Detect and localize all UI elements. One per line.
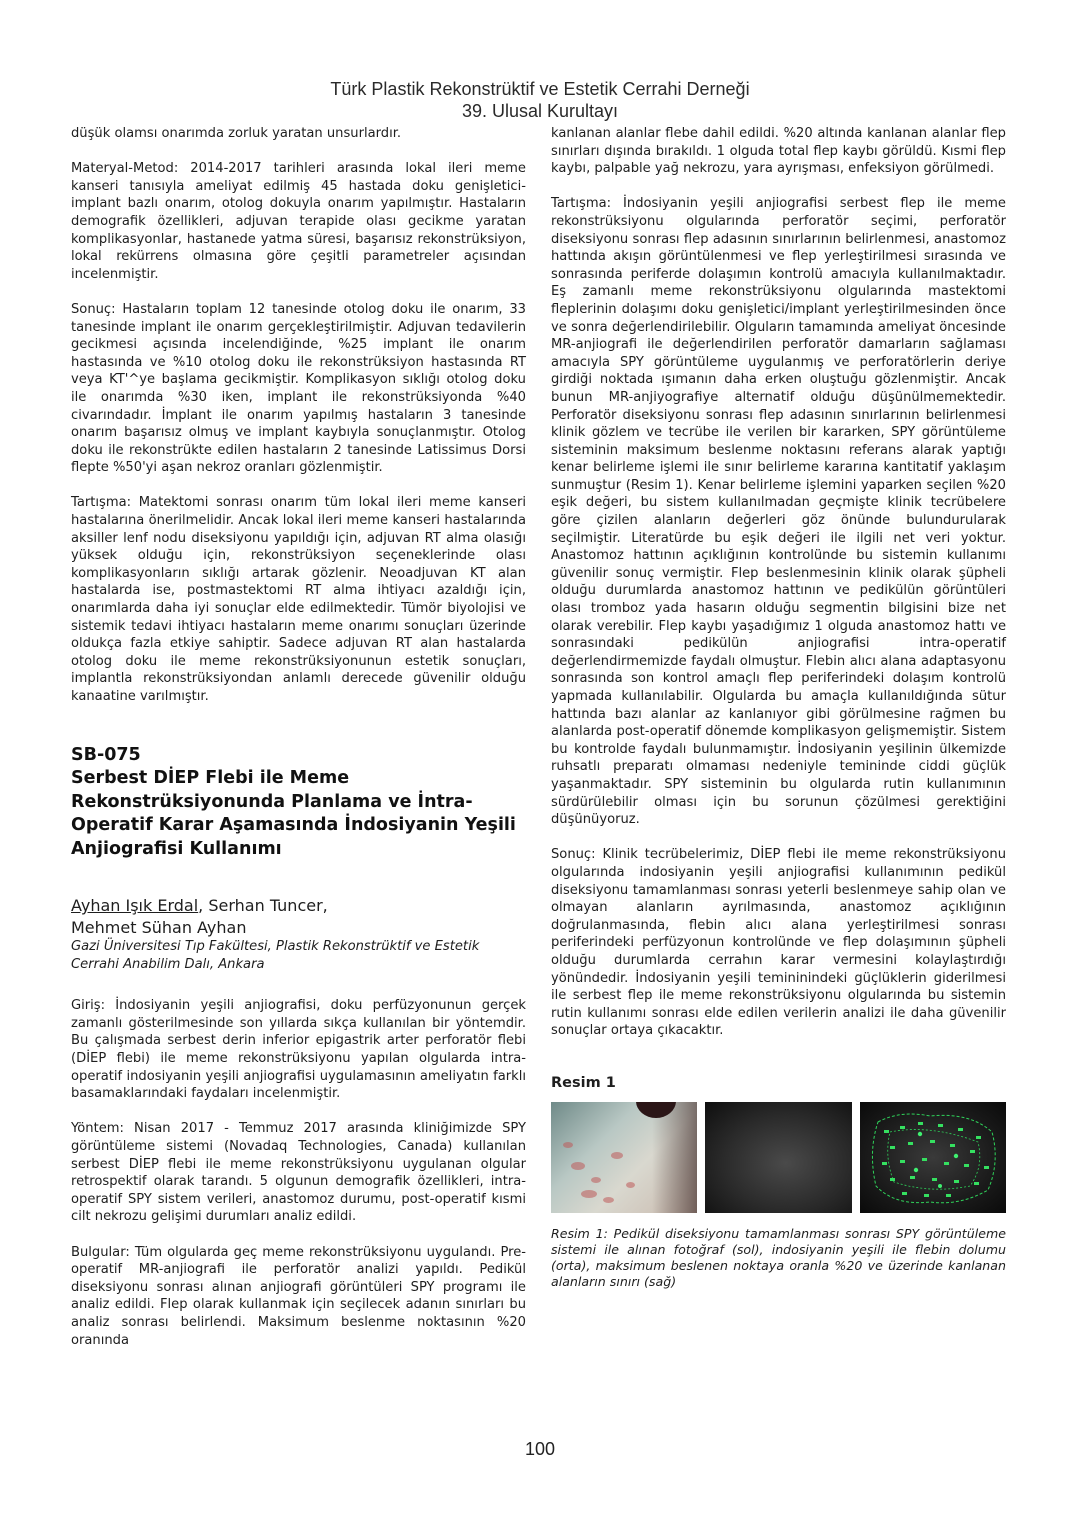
figure-caption: Resim 1: Pedikül diseksiyonu tamamlanması sonrası SPY görüntüleme sistemi ile alınan fotoğraf (sol), indosiyanin yeşili ile flebin dolumu (orta), maksimum beslenen noktaya oranla %20 ve üzerinde kanlanan alanların sınırı (sağ) [551, 1226, 1006, 1290]
page-header [0, 78, 1080, 122]
affiliation: Gazi Üniversitesi Tıp Fakültesi, Plastik Rekonstrüktif ve Estetik Cerrahi Anabilim Dalı, Ankara [71, 939, 480, 972]
figure-images [551, 1102, 1006, 1213]
abstract-code: SB-075 [71, 744, 141, 765]
figure-photo-left [551, 1102, 697, 1213]
paragraph-giris: Giriş: İndosiyanin yeşili anjiografisi, doku perfüzyonunun gerçek zamanlı gösterilmesinde son yıllarda sıkça kullanılan bir yöntemdir. Bu çalışmada serbest derin inferior epigastrik arter perforatör flebi (DİEP flebi) ile meme rekonstrüksiyonu yapılan olgularda intra-operatif indosiyanin yeşili anjiografisi uygulamasının ameliyatın farklı basamaklarındaki faydaları incelenmiştir. [71, 998, 526, 1102]
paragraph: Tartışma: İndosiyanin yeşili anjiografisi serbest flep ile meme rekonstrüksiyonu olgularında perforatör seçimi, perforatör diseksiyonu sonrası flep adasının sınırlarının belirlenmesi, anastomoz hattında akışın görüntülenmesi ve flep yerleştirilmesi sırasında ve sonrasında periferde dolaşımın kontrolü amacıyla kullanılmaktadır. Eş zamanlı meme rekonstrüksiyonu olgularında mastektomi fleplerinin dolaşımı doku genişletici/implant yerleştirilmesinden önce ve sonra değerlendirilebilir. Olguların tamamında ameliyat öncesinde MR-anjiografi ile değerlendirilen perforatör damarların sağlaması amacıyla SPY görüntüleme uygulanmış ve perforatörlerin deriye girdiği noktada ışımanın daha erken oluştuğu gözlenmiştir. Ancak bunun MR-anjiyografiye alternatif olduğu düşünülmemektedir. Perforatör diseksiyonu sonrası flep adasının sınırlarının belirlenmesi klinik gözlem ve tecrübe ile verilen bir kararken, SPY görüntüleme sisteminin maksimum beslenme noktasını referans alarak yaptığı kenar belirleme işlemi ile sınır belirleme kararına kantitatif yaklaşım sunmuştur (Resim 1). Kenar belirleme işlemini yaparken seçilen %20 eşik değeri, bu sistem kullanılmadan geçmişte klinik tecrübelere göre çizilen alanların değerleri göz önünde bulundurularak seçilmiştir. Literatürde bu eşik değeri ile ilgili net veri yoktur. Anastomoz hattının açıklığının kontrolünde bu sistemin kullanımı güvenilir sonuç vermiştir. Flep beslenmesinin klinik olarak şüpheli olduğu durumlarda anastomoz hattının ve pedikülün görüntüleri olası tromboz yada hasarın olduğu segmentin bilgisini bize net olarak verebilir. Flep kaybı yaşadığımız 1 olguda anastomoz hattı ve sonrasındaki pedikülün anjiografisi intra-operatif değerlendirmemizde faydalı olmuştur. Flebin alıcı alana adaptasyonu sonrasında son kontrol amaçlı flep periferindeki dolaşım kontrolü yapmada kullanılabilir. Olgularda bu amaçla kullanıldığında sütur hattında bazı alanlar az kanlanıyor gibi görülmesine rağmen bu alanlarda post-operatif dönemde komplikasyon gelişmemiştir. Sistem bu kontrolde faydalı bulunmamıştır. İndosiyanin yeşilinin ülkemizde ruhsatlı preparatı olmaması nedeniyle temininde ciddi güçlük yaşanmaktadır. SPY sisteminin bu olgularda rutin kullanımının sürdürülebilir olması için bu sorunun çözülmesi gerektiğini düşünüyoruz. [551, 196, 1006, 828]
paragraph: düşük olamsı onarımda zorluk yaratan unsurlardır. [71, 126, 402, 141]
paragraph: Sonuç: Hastaların toplam 12 tanesinde otolog doku ile onarım, 33 tanesinde implant ile onarım gerçekleştirilmiştir. Adjuvan tedavilerin gecikmesi açısında incelendiğinde, %25 implant ile onarım hastasında ve %10 otolog doku ile rekonstrüksiyon hastasında RT veya KT'^ye başlama gecikmiştir. Komplikasyon sıklığı otolog doku ile onarımda %30 iken, implant ile rekonstrüksiyonda %40 civarındadır. İmplant ile onarım yapılmış hastaların 3 tanesinde onarım başarısız olmuş ve implant kaybıyla sonuçlanmıştır. Otolog doku ile rekonstrükte edilen hastaların 2 tanesinde Latissimus Dorsi flepte %50'yi aşan nekroz oranları gözlenmiştir. [71, 301, 526, 476]
abstract-title: Serbest DİEP Flebi ile Meme Rekonstrüksiyonunda Planlama ve İntra-Operatif Karar Aşamasında İndosiyanin Yeşili Anjiografisi Kullanımı [71, 768, 516, 859]
paragraph-yontem: Yöntem: Nisan 2017 - Temmuz 2017 arasında kliniğimizde SPY görüntüleme sistemi (Novadaq Technologies, Canada) kullanılan serbest DİEP flebi ile meme rekonstrüksiyonu uygulanan olgular retrospektif olarak tarandı. 5 olgunun demografik özellikleri, intra-operatif SPY sistem verileri, anastomoz durumu, post-operatif kısmi cilt nekrozu gelişimi durumları analiz edildi. [71, 1121, 526, 1225]
paragraph: Tartışma: Matektomi sonrası onarım tüm lokal ileri meme kanseri hastalarına önerilmelidir. Ancak lokal ileri meme kanseri hastalarında aksiller lenf nodu diseksiyonu yapıldığı için, adjuvan RT alma olasığı yüksek olduğu için, rekonstrüksiyon seçeneklerinde olası komplikasyonların sıklığı artarak gözlenir. Neoadjuvan KT alan hastalarda ise, postmastektomi RT alma ihtiyacı azaldığı için, onarımlarda daha iyi sonuçlar elde edilmektedir. Tümör biyolojisi ve sistemik tedavi ihtiyacı hastaların meme onarımı sonuçları üzerinde oldukça fazla etkiye sahiptir. Sadece adjuvan RT alan hastalarda otolog doku ile meme rekonstrüksiyonunun estetik sonuçları, implantla rekonstrüksiyondan anlamlı derecede güvenilir olduğu kanaatine varılmıştır. [71, 495, 526, 704]
paragraph: Materyal-Metod: 2014-2017 tarihleri arasında lokal ileri meme kanseri tanısıyla ameliyat edilmiş 45 hastada doku genişletici- implant bazlı onarım, otolog dokuyla onarım yapılmıştır. Hastaların demografik özellikleri, adjuvan terapide olası gecikme yaratan komplikasyonlar, hastanede yatma süresi, başarısız rekonstrüksiyon, lokal rekürrens olmasına göre çeşitli parametreler açısından incelenmiştir. [71, 161, 526, 282]
paragraph-bulgular: Bulgular: Tüm olgularda geç meme rekonstrüksiyonu uygulandı. Pre-operatif MR-anjiografi ile perforatör analizi yapıldı. Pedikül diseksiyonu sonrası alınan anjiografi görüntüleri SPY programı ile analiz edildi. Flep olarak kullanmak için seçilecek adanın sınırları bu analiz sonrası belirlendi. Maksimum beslenme noktasının %20 oranında [71, 1244, 526, 1348]
author-list [71, 895, 526, 938]
right-column [551, 125, 1006, 1290]
co-authors-line-2: Mehmet Sühan Ayhan [71, 917, 247, 937]
figure-title: Resim 1 [551, 1074, 616, 1091]
co-authors: , Serhan Tuncer, [198, 896, 328, 916]
paragraph: kanlanan alanlar flebe dahil edildi. %20 altında kanlanan alanlar flep sınırları dışında bırakıldı. 1 olguda total flep kaybı görüldü. Kısmi flep kaybı, palpable yağ nekrozu, yara ayrışması, enfeksiyon görülmedi. [551, 126, 1006, 177]
header-line-1: Türk Plastik Rekonstrüktif ve Estetik Cerrahi Derneği [330, 79, 750, 99]
figure-photo-right [860, 1102, 1006, 1213]
page-number: 100 [524, 1439, 556, 1459]
presenting-author: Ayhan Işık Erdal [71, 896, 199, 916]
header-line-2: 39. Ulusal Kurultayı [461, 101, 619, 121]
left-column [71, 125, 526, 1349]
figure-photo-middle [705, 1102, 851, 1213]
paragraph: Sonuç: Klinik tecrübelerimiz, DİEP flebi ile meme rekonstrüksiyonu olgularında indosiyanin yeşili anjiografisi kullanımının pedikül diseksiyonu tamamlanması sonrası yeterli beslenmeye sahip olan ve olmayan alanların ayrılmasında, anastomoz açıklığının doğrulanmasında, flebin alıcı alana yerleştirilmesi sonrası periferindeki perfüzyonun kontrolünde ve flep dolaşımının şüpheli olduğu durumlarda cerrahın karar vermesini kolaylaştırdığı yönündedir. İndosiyanin yeşili temininindeki güçlüklerin giderilmesi ile serbest flep ile meme rekonstrüksiyonu olgularında bu sistemin rutin kullanımı sonrası elde edilen verilerin analizi ile daha güvenilir sonuçlar ortaya çıkacaktır. [551, 847, 1006, 1039]
